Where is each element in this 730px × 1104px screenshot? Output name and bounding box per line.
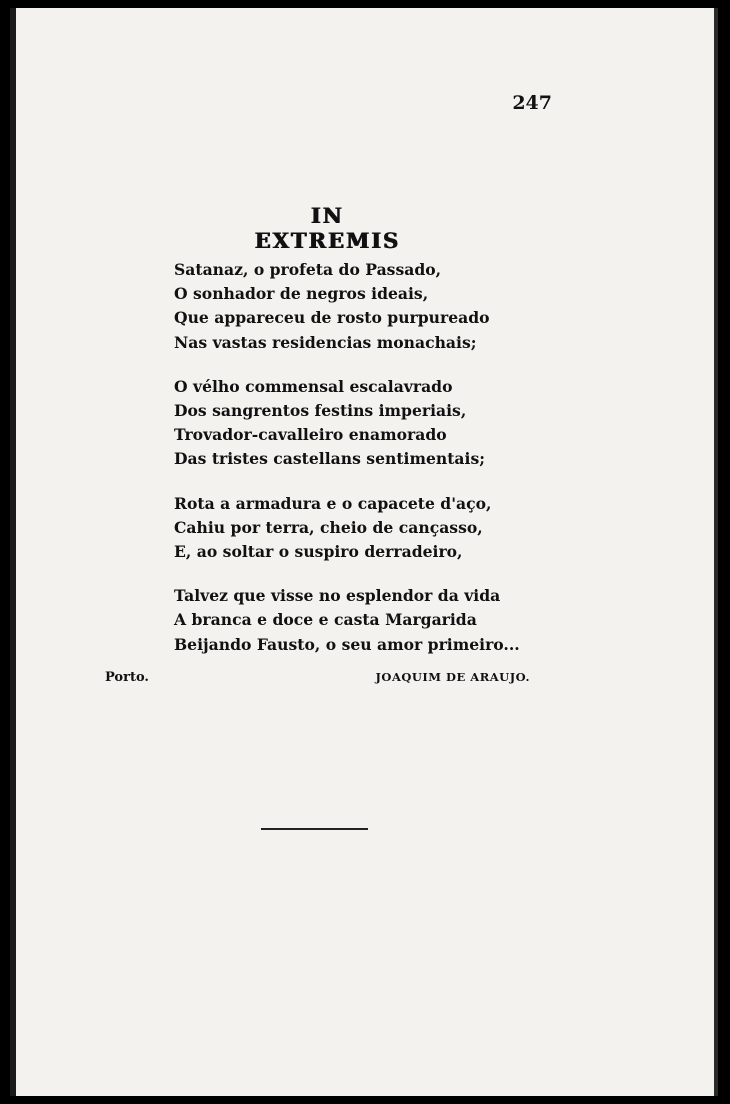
section-divider bbox=[261, 828, 368, 830]
document-page bbox=[10, 8, 718, 1096]
poem-line: Cahiu por terra, cheio de cançasso, bbox=[174, 517, 483, 537]
poem-line: Nas vastas residencias monachais; bbox=[174, 332, 477, 352]
stanza bbox=[174, 492, 504, 565]
poem-line: A branca e doce e casta Margarida bbox=[174, 610, 477, 630]
poem-line: Beijando Fausto, o seu amor primeiro... bbox=[174, 634, 520, 654]
page-edge-shadow bbox=[10, 8, 16, 1096]
poem-line: Satanaz, o profeta do Passado, bbox=[174, 260, 442, 279]
page-edge-shadow bbox=[714, 8, 718, 1096]
stanza bbox=[174, 375, 504, 472]
poem-line: E, ao soltar o suspiro derradeiro, bbox=[174, 542, 463, 562]
poem-line: Das tristes castellans sentimentais; bbox=[174, 449, 485, 469]
stanza bbox=[174, 258, 504, 355]
poem-line: Talvez que visse no esplendor da vida bbox=[174, 586, 501, 606]
poem-line: Trovador-cavalleiro enamorado bbox=[174, 425, 447, 445]
author-name: JOAQUIM DE ARAUJO. bbox=[375, 670, 530, 684]
poem-line: O vélho commensal escalavrado bbox=[174, 376, 453, 396]
poem-body bbox=[174, 258, 520, 677]
page-number: 247 bbox=[512, 92, 552, 114]
poem-line: O sonhador de negros ideais, bbox=[174, 284, 429, 304]
poem-line: Dos sangrentos festins imperiais, bbox=[174, 401, 467, 421]
poem-line: Que appareceu de rosto purpureado bbox=[174, 308, 490, 328]
place-name: Porto. bbox=[105, 670, 149, 685]
stanza bbox=[174, 584, 520, 657]
poem-line: Rota a armadura e o capacete d'aço, bbox=[174, 493, 492, 513]
poem-title: IN EXTREMIS bbox=[254, 203, 400, 253]
